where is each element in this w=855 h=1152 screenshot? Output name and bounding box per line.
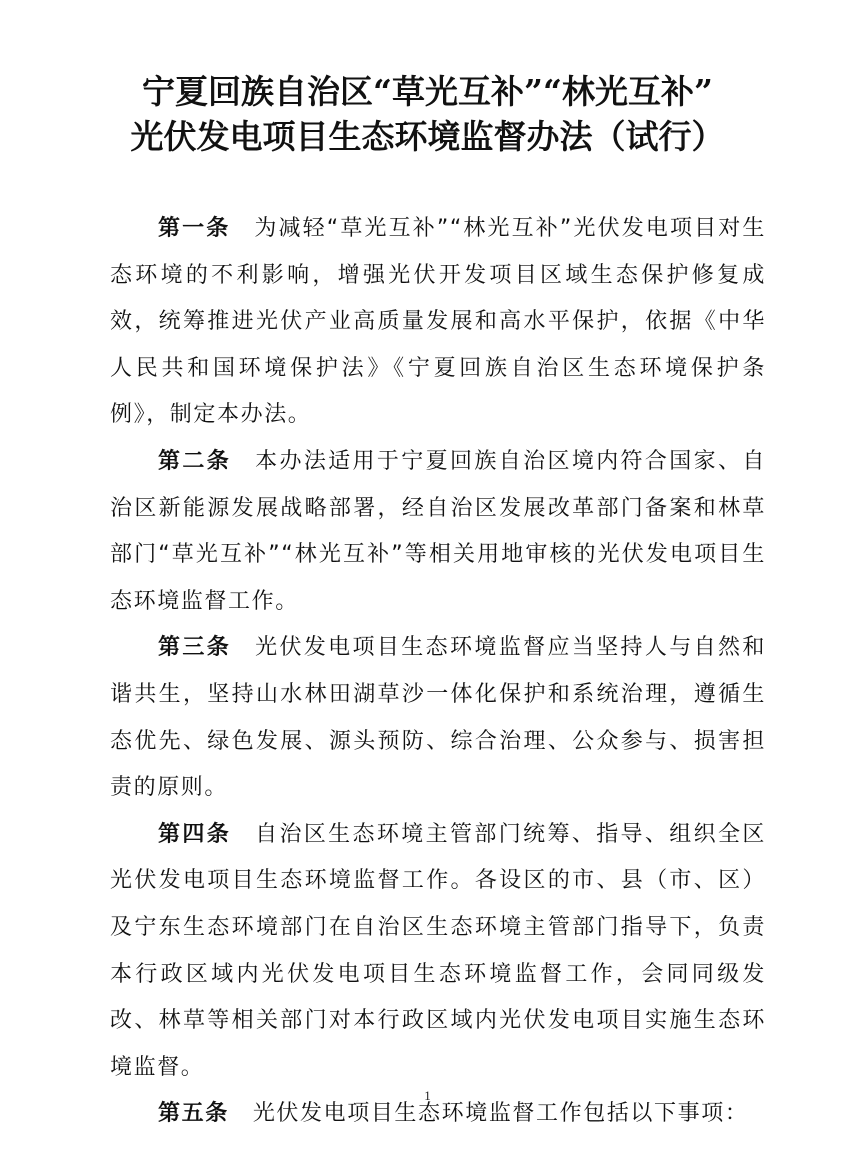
article-heading: 第一条 [158, 216, 231, 241]
article-heading: 第三条 [158, 635, 232, 661]
article-2 [110, 439, 766, 625]
article-text: 光伏发电项目生态环境监督应当坚持人与自然和谐共生，坚持山水林田湖草沙一体化保护和系统治理，遵循生态优先、绿色发展、源头预防、综合治理、公众参与、损害担责的原则。 [110, 635, 766, 801]
article-heading: 第五条 [158, 1101, 229, 1127]
document-body [110, 206, 766, 1138]
article-heading: 第二条 [158, 448, 232, 474]
article-1 [110, 206, 766, 439]
document-title-line-2: 光伏发电项目生态环境监督办法（试行） [130, 117, 725, 156]
article-3 [110, 625, 766, 811]
article-text: 为减轻“草光互补”“林光互补”光伏发电项目对生态环境的不利影响，增强光伏开发项目区域生态保护修复成效，统筹推进光伏产业高质量发展和高水平保护，依据《中华人民共和国环境保护法》《宁夏回族自治区生态环境保护条例》，制定本办法。 [110, 216, 766, 428]
page-number: 1 [424, 1088, 431, 1103]
document-title-line-1: 宁夏回族自治区“草光互补”“林光互补” [142, 72, 713, 111]
article-4 [110, 812, 766, 1092]
article-text: 自治区生态环境主管部门统筹、指导、组织全区光伏发电项目生态环境监督工作。各设区的市、县（市、区）及宁东生态环境部门在自治区生态环境主管部门指导下，负责本行政区域内光伏发电项目生态环境监督工作，会同同级发改、林草等相关部门对本行政区域内光伏发电项目实施生态环境监督。 [110, 821, 766, 1080]
article-heading: 第四条 [158, 821, 232, 847]
article-text: 光伏发电项目生态环境监督工作包括以下事项： [252, 1101, 749, 1127]
article-text: 本办法适用于宁夏回族自治区境内符合国家、自治区新能源发展战略部署，经自治区发展改革部门备案和林草部门“草光互补”“林光互补”等相关用地审核的光伏发电项目生态环境监督工作。 [110, 448, 766, 614]
